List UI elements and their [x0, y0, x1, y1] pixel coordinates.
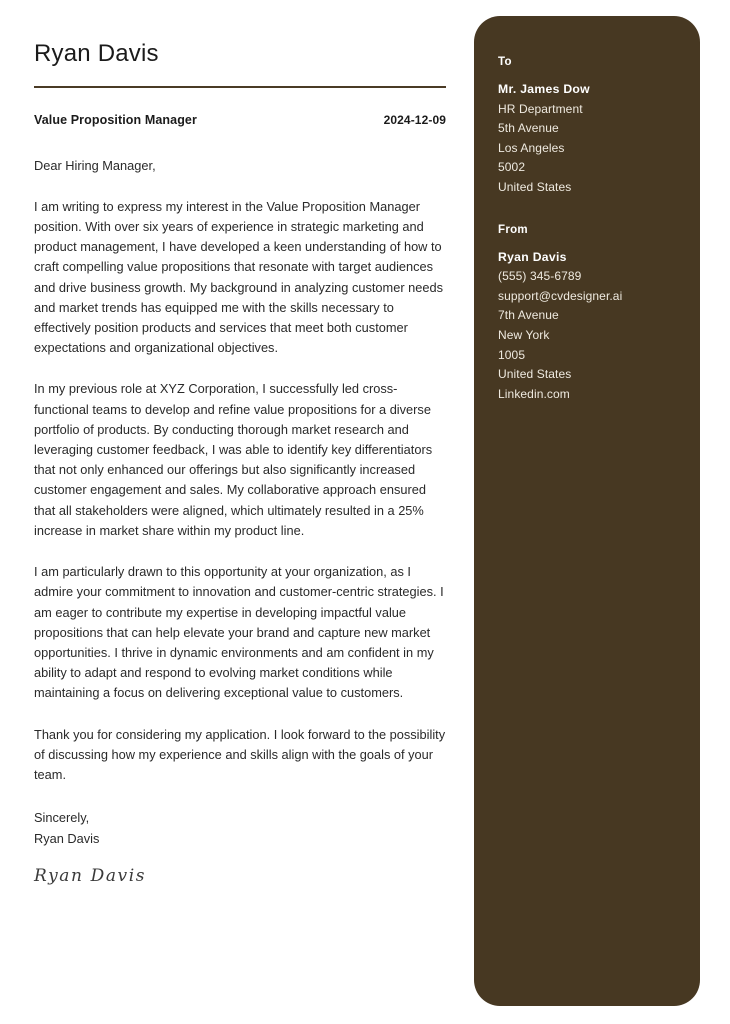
- sender-phone[interactable]: (555) 345-6789: [498, 269, 582, 284]
- letter-meta-row: [34, 113, 446, 127]
- letter-paragraph-3: I am particularly drawn to this opportunity at your organization, as I admire your commitment to innovation and customer-centric strategies. I am eager to contribute my expertise in developing impactful value propositions that can help elevate your brand and capture new market opportunities. I thrive in dynamic environments and am confident in my ability to adapt and respond to evolving market conditions while maintaining a focus on delivering exceptional value to customers.: [34, 564, 444, 701]
- sender-linkedin-link[interactable]: Linkedin.com: [498, 386, 570, 401]
- recipient-line-3: 5th Avenue: [498, 121, 559, 136]
- recipient-line-6: United States: [498, 179, 572, 194]
- closing-salutation: Sincerely,: [34, 810, 90, 826]
- recipient-line-2: HR Department: [498, 101, 583, 116]
- letter-date: 2024-12-09: [383, 112, 446, 127]
- sender-contact-list: [498, 248, 700, 405]
- signature: Ryan Davis: [34, 866, 147, 887]
- job-title: Value Proposition Manager: [34, 112, 197, 127]
- contact-sidebar: [474, 16, 700, 1006]
- sender-email[interactable]: support@cvdesigner.ai: [498, 288, 623, 303]
- letter-paragraph-2: In my previous role at XYZ Corporation, I successfully led cross-functional teams to develop and refine value propositions for a diverse portfolio of products. By conducting thorough market research and leveraging customer feedback, I was able to identify key differentiators that not only enhanced our offerings but also significantly increased customer engagement and sales. My collaborative approach ensured that all stakeholders were aligned, which ultimately resulted in a 25% increase in market share within my product line.: [34, 381, 433, 538]
- letter-paragraph-4: Thank you for considering my application. I look forward to the possibility of discussing how my experience and skills align with the goals of your team.: [34, 726, 446, 783]
- page-title: Ryan Davis: [34, 40, 159, 67]
- sender-postal-code: 1005: [498, 347, 526, 362]
- letter-paragraph-1: I am writing to express my interest in the Value Proposition Manager position. With over six years of experience in strategic marketing and product management, I have developed a keen understanding of how to craft compelling value propositions that resonate with target audiences and drive business growth. My background in analyzing customer needs and market trends has equipped me with the skills necessary to effectively position products and services that meet both customer expectations and organizational objectives.: [34, 198, 444, 356]
- recipient-line-4: Los Angeles: [498, 140, 565, 155]
- sender-country: United States: [498, 367, 572, 382]
- recipient-name: Mr. James Dow: [498, 82, 590, 96]
- letter-body: [34, 0, 446, 886]
- closing-block: [34, 808, 446, 849]
- recipient-line-5: 5002: [498, 160, 526, 175]
- sender-section-label: From: [498, 223, 528, 236]
- sidebar-spacer: [498, 198, 700, 224]
- header-divider: [34, 86, 446, 88]
- recipient-section-label: To: [498, 56, 512, 68]
- closing-name: Ryan Davis: [34, 830, 100, 846]
- recipient-address-list: [498, 80, 700, 198]
- salutation: Dear Hiring Manager,: [34, 157, 156, 173]
- sender-name: Ryan Davis: [498, 249, 567, 264]
- sender-street: 7th Avenue: [498, 308, 559, 323]
- sender-city: New York: [498, 327, 550, 342]
